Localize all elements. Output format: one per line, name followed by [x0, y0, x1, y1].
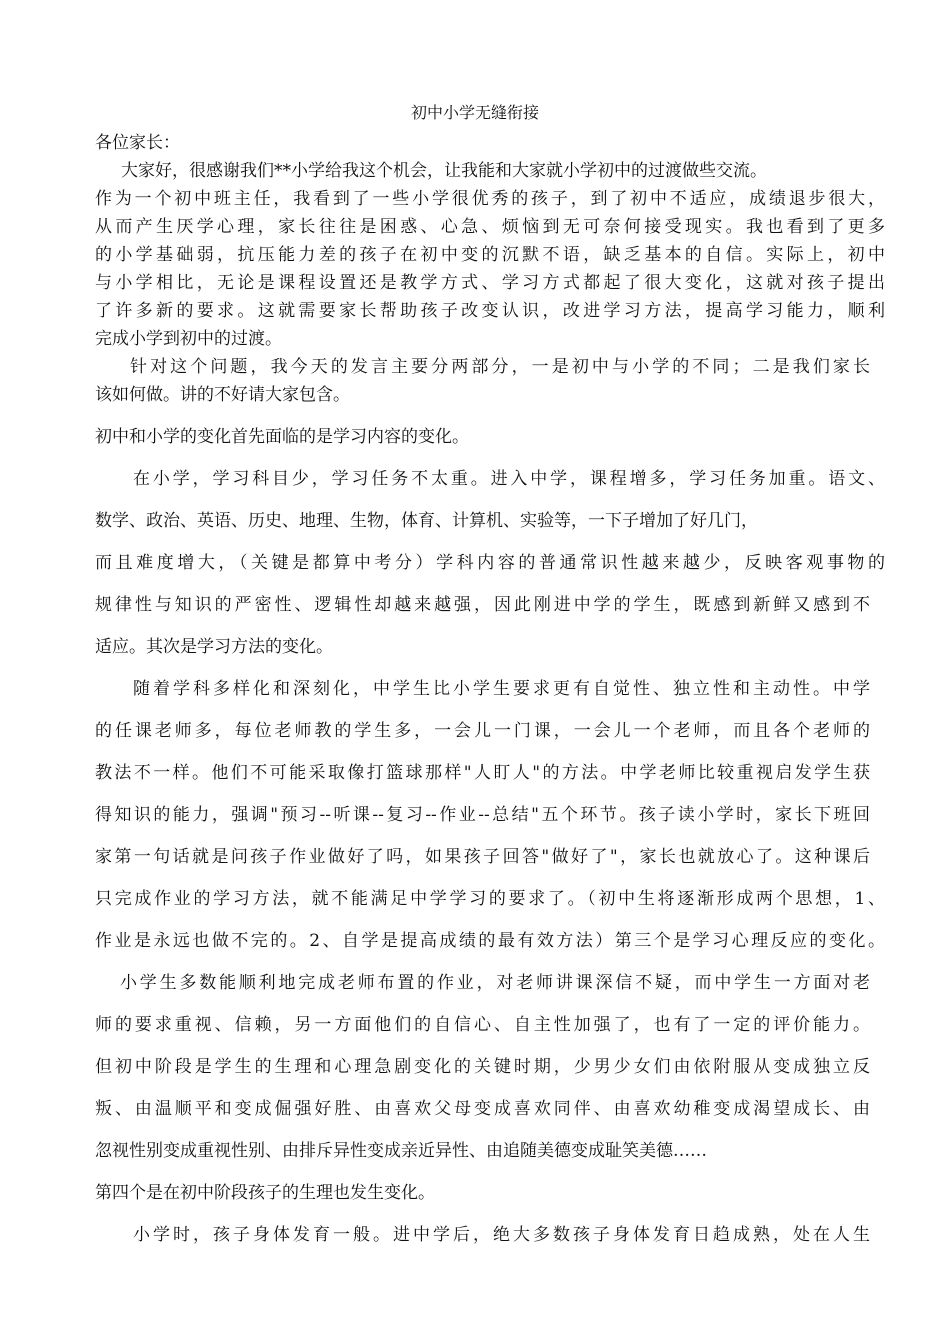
paragraph-line: 第四个是在初中阶段孩子的生理也发生变化。 — [95, 1183, 435, 1203]
paragraph-line: 初中和小学的变化首先面临的是学习内容的变化。 — [95, 427, 469, 447]
paragraph-line: 得知识的能力，强调"预习--听课--复习--作业--总结"五个环节。孩子读小学时，家长下班回 — [95, 805, 870, 825]
paragraph-line: 在小学，学习科目少，学习任务不太重。进入中学，课程增多，学习任务加重。语文、 — [133, 469, 885, 489]
paragraph-line: 大家好，很感谢我们**小学给我这个机会，让我能和大家就小学初中的过渡做些交流。 — [121, 161, 767, 181]
paragraph-line: 家第一句话就是问孩子作业做好了吗，如果孩子回答"做好了"，家长也就放心了。这种课后 — [95, 847, 870, 867]
paragraph-line: 适应。其次是学习方法的变化。 — [95, 637, 333, 657]
paragraph-line: 规律性与知识的严密性、逻辑性却越来越强，因此刚进中学的学生，既感到新鲜又感到不 — [95, 595, 870, 615]
paragraph-line: 作为一个初中班主任，我看到了一些小学很优秀的孩子，到了初中不适应，成绩退步很大， — [95, 189, 885, 209]
paragraph-line: 小学生多数能顺利地完成老师布置的作业，对老师讲课深信不疑，而中学生一方面对老 — [120, 973, 870, 993]
paragraph-line: 而且难度增大，（关键是都算中考分）学科内容的普通常识性越来越少，反映客观事物的 — [95, 553, 885, 573]
paragraph-line: 了许多新的要求。这就需要家长帮助孩子改变认识，改进学习方法，提高学习能力，顺利 — [95, 301, 885, 321]
paragraph-line: 教法不一样。他们不可能采取像打篮球那样"人盯人"的方法。中学老师比较重视启发学生获 — [95, 763, 870, 783]
salutation: 各位家长： — [95, 133, 180, 153]
document-title: 初中小学无缝衔接 — [410, 103, 539, 122]
paragraph-line: 数学、政治、英语、历史、地理、生物，体育、计算机、实验等，一下子增加了好几门， — [95, 511, 758, 531]
paragraph-line: 叛、由温顺平和变成倔强好胜、由喜欢父母变成喜欢同伴、由喜欢幼稚变成渴望成长、由 — [95, 1099, 870, 1119]
paragraph-line: 完成小学到初中的过渡。 — [95, 329, 282, 349]
paragraph-line: 的小学基础弱，抗压能力差的孩子在初中变的沉默不语，缺乏基本的自信。实际上，初中 — [95, 245, 885, 265]
paragraph-line: 针对这个问题，我今天的发言主要分两部分，一是初中与小学的不同；二是我们家长 — [130, 357, 870, 377]
paragraph-line: 只完成作业的学习方法，就不能满足中学学习的要求了。（初中生将逐渐形成两个思想，1、 — [95, 889, 885, 909]
paragraph-line: 与小学相比，无论是课程设置还是教学方式、学习方式都起了很大变化，这就对孩子提出 — [95, 273, 885, 293]
paragraph-line: 随着学科多样化和深刻化，中学生比小学生要求更有自觉性、独立性和主动性。中学 — [133, 679, 870, 699]
paragraph-line: 该如何做。讲的不好请大家包含。 — [95, 385, 350, 405]
paragraph-line: 但初中阶段是学生的生理和心理急剧变化的关键时期，少男少女们由依附服从变成独立反 — [95, 1057, 870, 1077]
paragraph-line: 师的要求重视、信赖，另一方面他们的自信心、自主性加强了，也有了一定的评价能力。 — [95, 1015, 870, 1035]
paragraph-line: 从而产生厌学心理，家长往往是困惑、心急、烦恼到无可奈何接受现实。我也看到了更多 — [95, 217, 885, 237]
paragraph-line: 小学时，孩子身体发育一般。进中学后，绝大多数孩子身体发育日趋成熟，处在人生 — [133, 1225, 870, 1245]
paragraph-line: 忽视性别变成重视性别、由排斥异性变成亲近异性、由追随美德变成耻笑美德…… — [95, 1141, 707, 1161]
paragraph-line: 作业是永远也做不完的。2、自学是提高成绩的最有效方法）第三个是学习心理反应的变化。 — [95, 931, 885, 951]
paragraph-line: 的任课老师多，每位老师教的学生多，一会儿一门课，一会儿一个老师，而且各个老师的 — [95, 721, 870, 741]
